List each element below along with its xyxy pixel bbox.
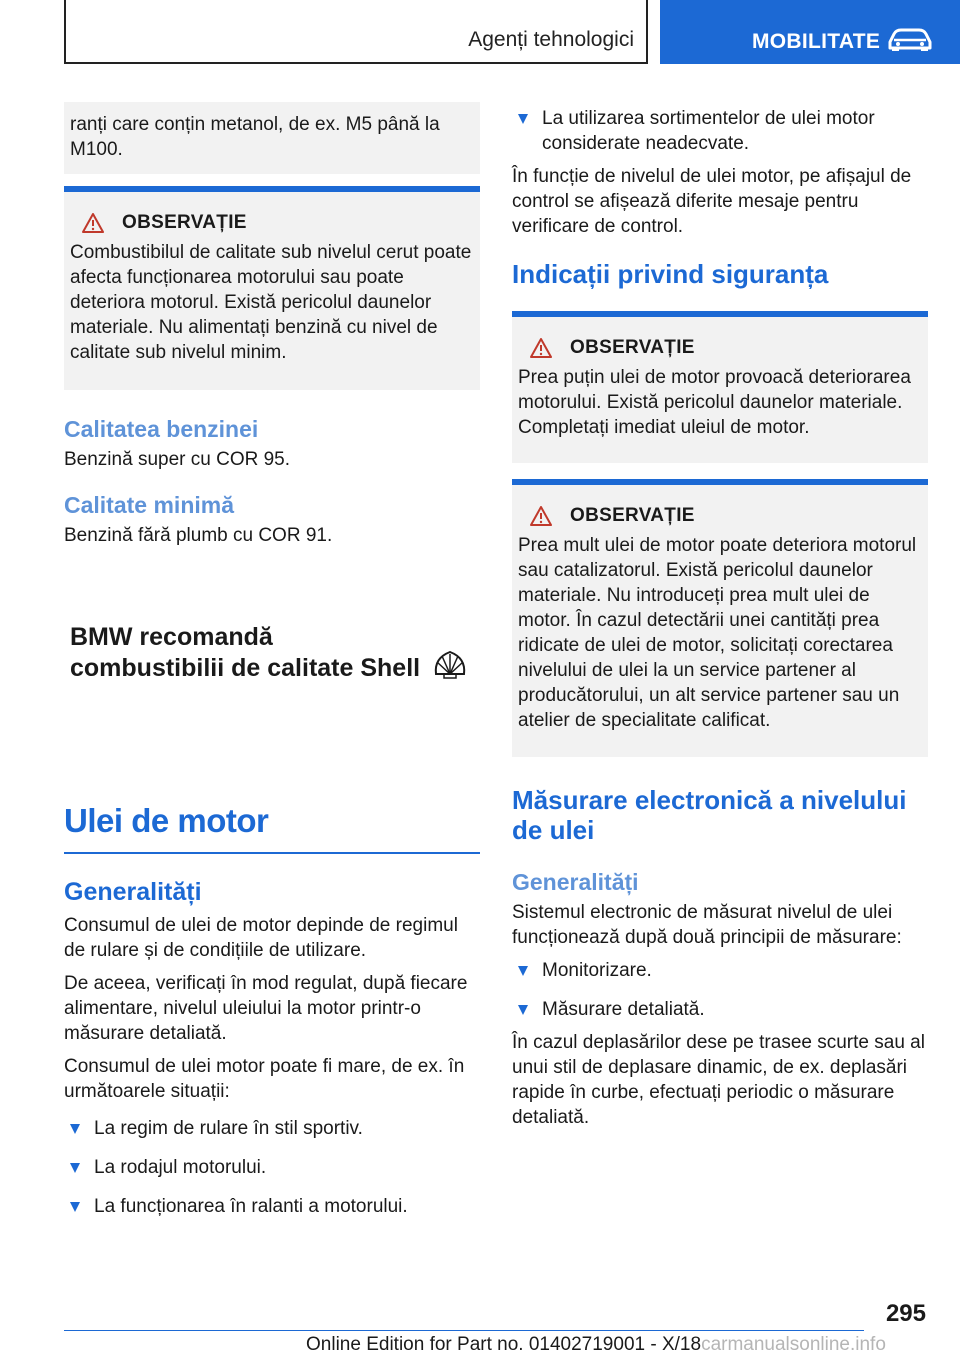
- warning-triangle-icon: [82, 212, 104, 234]
- chapter-tab-label: MOBILITATE: [752, 30, 881, 53]
- warning-title: OBSERVAȚIE: [570, 505, 695, 526]
- bullet-triangle-icon: [70, 1202, 80, 1212]
- right-column: [512, 102, 928, 1138]
- bullet-triangle-icon: [70, 1163, 80, 1173]
- list-item: La rodajul motorului.: [64, 1155, 480, 1180]
- bullet-triangle-icon: [70, 1124, 80, 1134]
- footer-edition: Online Edition for Part no. 01402719001 - X/18: [306, 1334, 702, 1355]
- list-item: Monitorizare.: [512, 958, 928, 983]
- warning-body: Combustibilul de calitate sub nivelul cerut poate afecta funcționarea motorului sau poate deteriora motorul. Există pericolul daunelor materiale. Nu alimentați benzină cu nivel de calitate sub nivelul minim.: [70, 242, 472, 363]
- text-fuel-quality: Benzină super cu COR 95.: [64, 449, 291, 470]
- heading-general-right: Generalități: [512, 869, 639, 895]
- warning-title: OBSERVAȚIE: [570, 337, 695, 358]
- bullet-triangle-icon: [518, 114, 528, 124]
- warning-title: OBSERVAȚIE: [122, 212, 247, 233]
- chapter-tab[interactable]: [660, 0, 960, 64]
- text-short-trips: În cazul deplasărilor dese pe trasee scurte sau al unui stil de deplasare dinamic, de ex. deplasări rapide în curbe, efectuați periodic o măsurare detaliată.: [512, 1032, 925, 1128]
- heading-electronic-measurement: Măsurare electronică a nivelului de ulei: [512, 785, 907, 845]
- footer-watermark: carmanualsonline.info: [701, 1334, 886, 1355]
- text-general-1: Consumul de ulei de motor depinde de regimul de rulare și de condițiile de utilizare.: [64, 915, 458, 961]
- header-section-title: Agenți tehnologici: [468, 28, 634, 51]
- section-title-engine-oil: Ulei de motor: [64, 802, 269, 839]
- warning-triangle-icon: [530, 337, 552, 359]
- heading-safety: Indicații privind siguranța: [512, 259, 829, 289]
- heading-fuel-quality: Calitatea benzinei: [64, 416, 259, 442]
- warning-box-excess-oil: [512, 479, 928, 757]
- header-section-box: [64, 0, 648, 64]
- section-rule: [64, 852, 480, 854]
- footer: [306, 1334, 886, 1356]
- oil-bullet-list-top: [512, 106, 928, 156]
- text-general-3: Consumul de ulei motor poate fi mare, de ex. în următoarele situații:: [64, 1056, 465, 1102]
- shell-logo-icon: [432, 648, 468, 680]
- warning-triangle-icon: [530, 505, 552, 527]
- car-icon: [886, 26, 934, 52]
- bullet-triangle-icon: [518, 1005, 528, 1015]
- list-item: La funcționarea în ralanti a motorului.: [64, 1194, 480, 1219]
- warning-box-fuel-quality: [64, 186, 480, 390]
- list-item: Măsurare detaliată.: [512, 997, 928, 1022]
- footer-rule: [64, 1330, 864, 1331]
- shell-recommendation: [64, 622, 480, 684]
- shell-line-1: BMW recomandă: [70, 623, 273, 651]
- situations-list: [64, 1116, 480, 1219]
- left-column: [64, 102, 480, 1227]
- heading-minimum-quality: Calitate minimă: [64, 492, 234, 518]
- list-item: La regim de rulare în stil sportiv.: [64, 1116, 480, 1141]
- principles-list: [512, 958, 928, 1022]
- bullet-triangle-icon: [518, 966, 528, 976]
- text-minimum-quality: Benzină fără plumb cu COR 91.: [64, 525, 333, 546]
- warning-body: Prea mult ulei de motor poate deteriora motorul sau catalizatorul. Există pericolul daunelor materiale. Nu introduceți prea mult ulei de motor. În cazul detectării unei cantități prea ridicate de ulei de motor, solicitați corectarea nivelului de ulei la un service partener al producătorului, un alt service partener sau un atelier de specialitate calificat.: [518, 535, 917, 731]
- page-number: 295: [885, 1300, 926, 1327]
- continued-text: ranți care conțin metanol, de ex. M5 până la M100.: [70, 114, 440, 160]
- continued-box: [64, 102, 480, 174]
- text-measurement-principles: Sistemul electronic de măsurat nivelul de ulei funcționează după două principii de măsurare:: [512, 902, 902, 948]
- heading-general-left: Generalități: [64, 878, 202, 906]
- warning-box-low-oil: [512, 311, 928, 463]
- list-item: La utilizarea sortimentelor de ulei motor considerate neadecvate.: [512, 106, 928, 156]
- text-oil-messages: În funcție de nivelul de ulei motor, pe afișajul de control se afișează diferite mesaje pentru verificare de control.: [512, 166, 912, 237]
- text-general-2: De aceea, verificați în mod regulat, după fiecare alimentare, nivelul uleiului la motor printr-o măsurare detaliată.: [64, 973, 468, 1044]
- shell-line-2: combustibilii de calitate Shell: [70, 654, 421, 682]
- warning-body: Prea puțin ulei de motor provoacă deteriorarea motorului. Există pericolul daunelor materiale. Completați imediat uleiul de motor.: [518, 367, 911, 438]
